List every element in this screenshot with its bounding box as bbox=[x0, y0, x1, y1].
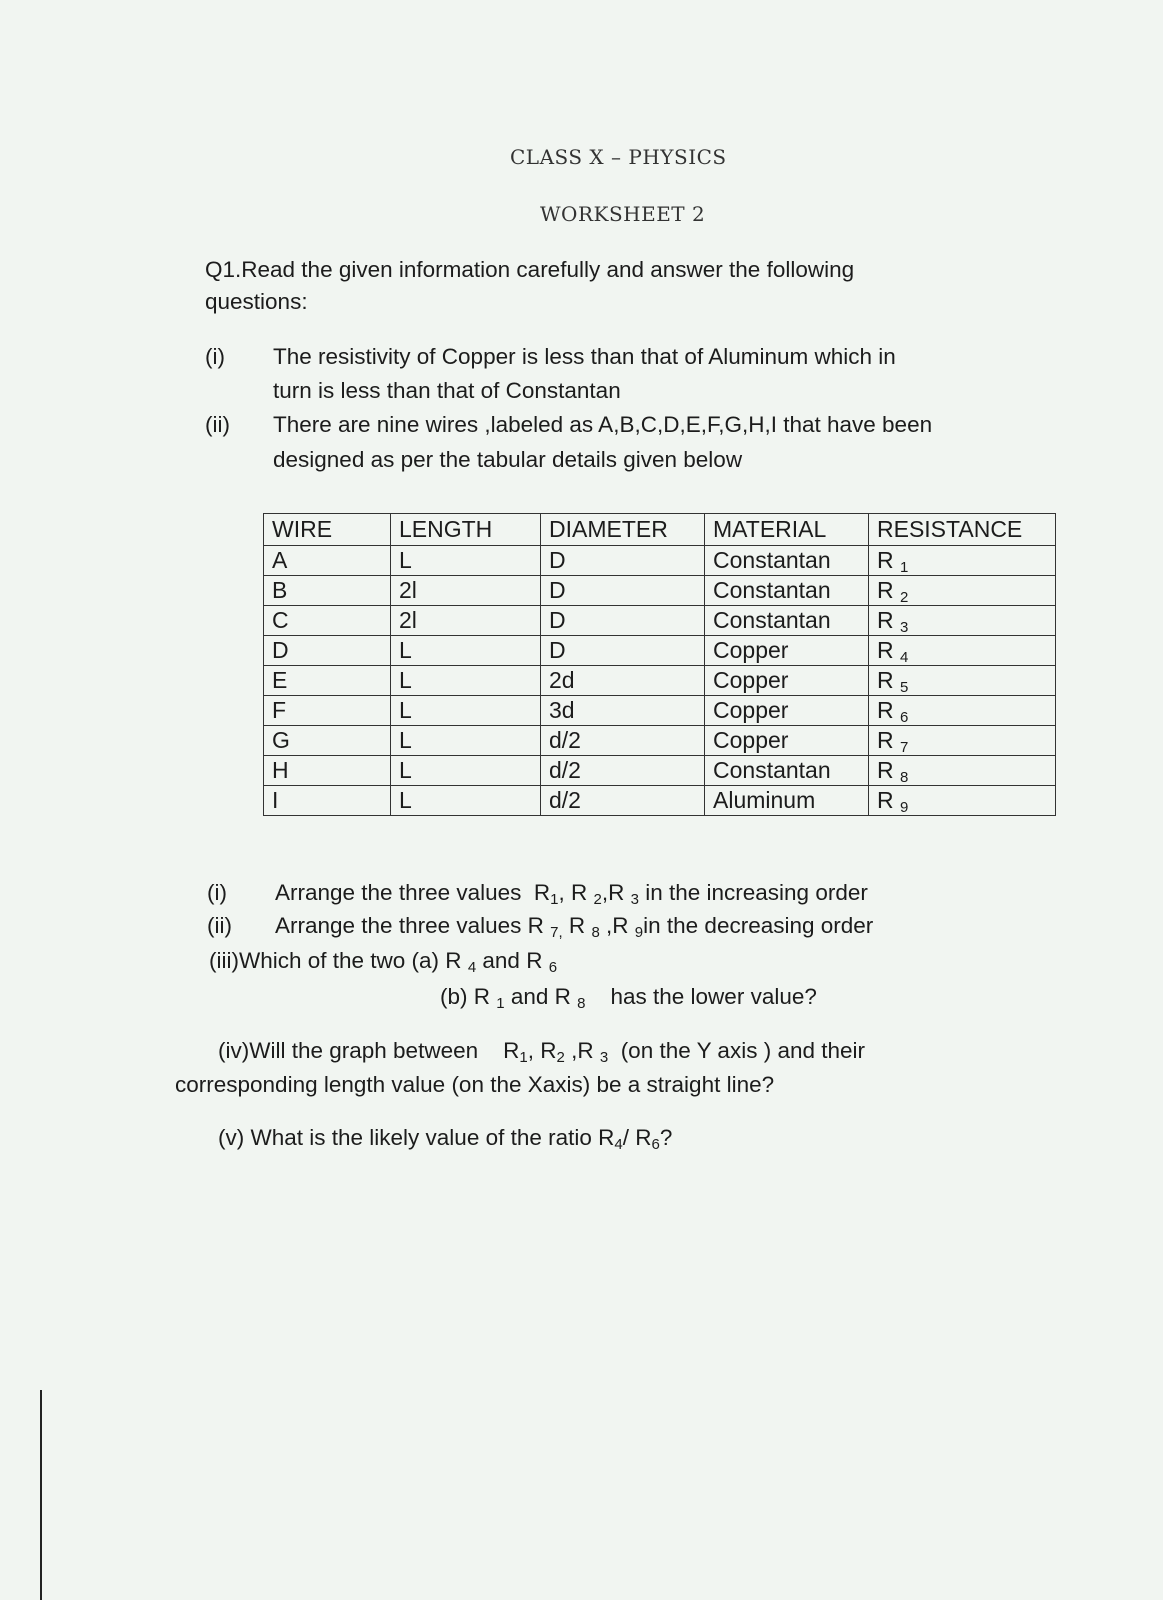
text-segment: / R bbox=[622, 1125, 652, 1150]
cell-text: L bbox=[399, 547, 412, 573]
question-text bbox=[175, 1072, 774, 1098]
table-cell bbox=[541, 576, 705, 606]
cell-text: R bbox=[877, 697, 894, 723]
cell-text: G bbox=[272, 727, 290, 753]
subscript: 4 bbox=[900, 649, 909, 666]
question-number: (ii) bbox=[207, 913, 232, 938]
table-cell bbox=[869, 606, 1056, 636]
text-segment: ,R bbox=[564, 1038, 600, 1063]
column-header: DIAMETER bbox=[541, 514, 705, 546]
subscript: 1 bbox=[519, 1049, 528, 1066]
table-cell bbox=[391, 576, 541, 606]
question-text bbox=[275, 880, 868, 906]
text-segment: , R bbox=[558, 880, 594, 905]
cell-text: Copper bbox=[713, 667, 789, 693]
cell-text: L bbox=[399, 757, 412, 783]
table-cell bbox=[391, 786, 541, 816]
text-segment: in the decreasing order bbox=[643, 913, 874, 938]
cell-text: D bbox=[272, 637, 289, 663]
table-row bbox=[264, 606, 1056, 636]
cell-text: C bbox=[272, 607, 289, 633]
table-row bbox=[264, 696, 1056, 726]
cell-text: L bbox=[399, 727, 412, 753]
table-cell bbox=[264, 546, 391, 576]
info-text: designed as per the tabular details given below bbox=[273, 447, 743, 472]
subscript: 6 bbox=[651, 1136, 660, 1153]
text-segment: and R bbox=[476, 948, 549, 973]
text-segment: ,R bbox=[601, 880, 631, 905]
cell-text: Copper bbox=[713, 697, 789, 723]
table-cell bbox=[391, 666, 541, 696]
cell-text: R bbox=[877, 667, 894, 693]
subscript: 1 bbox=[496, 995, 505, 1012]
cell-text: Constantan bbox=[713, 757, 831, 783]
text-segment: (on the Y axis ) and their bbox=[608, 1038, 866, 1063]
column-header: RESISTANCE bbox=[869, 514, 1056, 546]
cell-text: A bbox=[272, 547, 288, 573]
table-cell bbox=[705, 576, 869, 606]
text-segment: corresponding length value (on the Xaxis) be a straight line? bbox=[175, 1072, 775, 1097]
cell-text: D bbox=[549, 547, 566, 573]
cell-text: D bbox=[549, 577, 566, 603]
subscript: 8 bbox=[900, 769, 909, 786]
table-cell bbox=[391, 756, 541, 786]
table-cell bbox=[391, 606, 541, 636]
table-cell bbox=[869, 666, 1056, 696]
cell-text: R bbox=[877, 637, 894, 663]
subscript: 2 bbox=[900, 589, 909, 606]
subscript: 1 bbox=[550, 891, 559, 908]
question-text bbox=[440, 984, 817, 1010]
cell-text: L bbox=[399, 787, 412, 813]
subscript: 2 bbox=[593, 891, 602, 908]
table-cell bbox=[391, 696, 541, 726]
table-cell bbox=[264, 636, 391, 666]
subscript: 3 bbox=[900, 619, 909, 636]
table-cell bbox=[391, 726, 541, 756]
subscript: 4 bbox=[467, 959, 477, 976]
info-number: (i) bbox=[205, 344, 225, 369]
table-cell bbox=[264, 786, 391, 816]
table-row bbox=[264, 726, 1056, 756]
table-row bbox=[264, 666, 1056, 696]
table-cell bbox=[541, 666, 705, 696]
table-cell bbox=[264, 696, 391, 726]
table-cell bbox=[869, 786, 1056, 816]
info-number: (ii) bbox=[205, 412, 230, 437]
table-row bbox=[264, 786, 1056, 816]
column-header: LENGTH bbox=[391, 514, 541, 546]
text-segment: (iii)Which of the two (a) R bbox=[209, 948, 468, 973]
cell-text: 2d bbox=[549, 667, 575, 693]
table-cell bbox=[705, 546, 869, 576]
subscript: 6 bbox=[548, 959, 558, 976]
cell-text: Aluminum bbox=[713, 787, 816, 813]
table-cell bbox=[869, 546, 1056, 576]
table-cell bbox=[264, 606, 391, 636]
cell-text: R bbox=[877, 547, 894, 573]
cell-text: R bbox=[877, 787, 894, 813]
text-segment: (v) What is the likely value of the ratio R bbox=[218, 1125, 615, 1150]
subscript: 7 bbox=[900, 739, 909, 756]
table-cell bbox=[541, 756, 705, 786]
cell-text: E bbox=[272, 667, 288, 693]
text-segment: , R bbox=[527, 1038, 557, 1063]
cell-text: R bbox=[877, 757, 894, 783]
cell-text: 3d bbox=[549, 697, 575, 723]
subscript: 4 bbox=[614, 1136, 623, 1153]
text-segment: Arrange the three values R bbox=[275, 880, 551, 905]
table-row bbox=[264, 636, 1056, 666]
table-cell bbox=[541, 786, 705, 816]
cell-text: D bbox=[549, 607, 566, 633]
cell-text: Copper bbox=[713, 727, 789, 753]
text-segment: in the increasing order bbox=[638, 880, 868, 905]
table-cell bbox=[869, 576, 1056, 606]
document-title: CLASS X – PHYSICS bbox=[510, 145, 727, 169]
table-cell bbox=[705, 696, 869, 726]
text-segment: has the lower value? bbox=[585, 984, 817, 1009]
subscript: 5 bbox=[900, 679, 909, 696]
table-cell bbox=[264, 576, 391, 606]
wire-table bbox=[263, 513, 1056, 816]
table-cell bbox=[705, 666, 869, 696]
table-cell bbox=[869, 696, 1056, 726]
cell-text: Constantan bbox=[713, 607, 831, 633]
table-cell bbox=[869, 726, 1056, 756]
info-text: The resistivity of Copper is less than that of Aluminum which in bbox=[273, 344, 896, 369]
cell-text: R bbox=[877, 607, 894, 633]
cell-text: F bbox=[272, 697, 287, 723]
table-cell bbox=[869, 636, 1056, 666]
scan-edge bbox=[40, 1390, 42, 1600]
info-text: turn is less than that of Constantan bbox=[273, 378, 621, 403]
question-number: (i) bbox=[207, 880, 227, 905]
cell-text: d/2 bbox=[549, 757, 581, 783]
table-header-row bbox=[264, 514, 1056, 546]
cell-text: H bbox=[272, 757, 289, 783]
question-text bbox=[275, 913, 873, 939]
cell-text: L bbox=[399, 667, 412, 693]
table-cell bbox=[705, 756, 869, 786]
table-cell bbox=[705, 606, 869, 636]
cell-text: 2l bbox=[399, 577, 417, 603]
cell-text: d/2 bbox=[549, 727, 581, 753]
column-header: WIRE bbox=[264, 514, 391, 546]
cell-text: R bbox=[877, 727, 894, 753]
cell-text: Constantan bbox=[713, 547, 831, 573]
question-text bbox=[218, 1038, 865, 1064]
text-segment: R bbox=[562, 913, 592, 938]
subscript: 9 bbox=[900, 799, 909, 816]
table-row bbox=[264, 756, 1056, 786]
table-cell bbox=[264, 756, 391, 786]
text-segment: ? bbox=[659, 1125, 673, 1150]
table-cell bbox=[869, 756, 1056, 786]
table-cell bbox=[705, 786, 869, 816]
text-segment: ,R bbox=[599, 913, 635, 938]
table-cell bbox=[391, 546, 541, 576]
cell-text: L bbox=[399, 637, 412, 663]
text-segment: and R bbox=[504, 984, 578, 1009]
subscript: 6 bbox=[900, 709, 909, 726]
subscript: 9 bbox=[634, 924, 644, 941]
table-cell bbox=[541, 546, 705, 576]
subscript: 3 bbox=[599, 1049, 609, 1066]
subscript: 3 bbox=[630, 891, 639, 908]
column-header: MATERIAL bbox=[705, 514, 869, 546]
table-cell bbox=[391, 636, 541, 666]
cell-text: d/2 bbox=[549, 787, 581, 813]
table-cell bbox=[705, 636, 869, 666]
table-row bbox=[264, 546, 1056, 576]
cell-text: R bbox=[877, 577, 894, 603]
table-cell bbox=[541, 606, 705, 636]
question-text bbox=[218, 1125, 672, 1151]
subscript: 1 bbox=[900, 559, 909, 576]
cell-text: Copper bbox=[713, 637, 789, 663]
info-text: There are nine wires ,labeled as A,B,C,D,E,F,G,H,I that have been bbox=[273, 412, 933, 437]
subscript: 8 bbox=[591, 924, 600, 941]
text-segment: (b) R bbox=[440, 984, 497, 1009]
subscript: 2 bbox=[556, 1049, 565, 1066]
cell-text: D bbox=[549, 637, 566, 663]
text-segment: (iv)Will the graph between R bbox=[218, 1038, 520, 1063]
table-cell bbox=[705, 726, 869, 756]
question-text bbox=[209, 948, 557, 974]
cell-text: B bbox=[272, 577, 288, 603]
table-row bbox=[264, 576, 1056, 606]
text-segment: Arrange the three values R bbox=[275, 913, 551, 938]
worksheet-title: WORKSHEET 2 bbox=[540, 202, 706, 226]
table-cell bbox=[541, 696, 705, 726]
table-cell bbox=[541, 726, 705, 756]
cell-text: L bbox=[399, 697, 412, 723]
table-cell bbox=[264, 726, 391, 756]
q1-intro-cont: questions: bbox=[205, 289, 308, 314]
q1-intro: Q1.Read the given information carefully and answer the following bbox=[205, 257, 855, 282]
table-cell bbox=[541, 636, 705, 666]
table-cell bbox=[264, 666, 391, 696]
subscript: 8 bbox=[577, 995, 586, 1012]
cell-text: I bbox=[272, 787, 279, 813]
subscript: 7, bbox=[550, 924, 563, 941]
cell-text: Constantan bbox=[713, 577, 831, 603]
cell-text: 2l bbox=[399, 607, 417, 633]
